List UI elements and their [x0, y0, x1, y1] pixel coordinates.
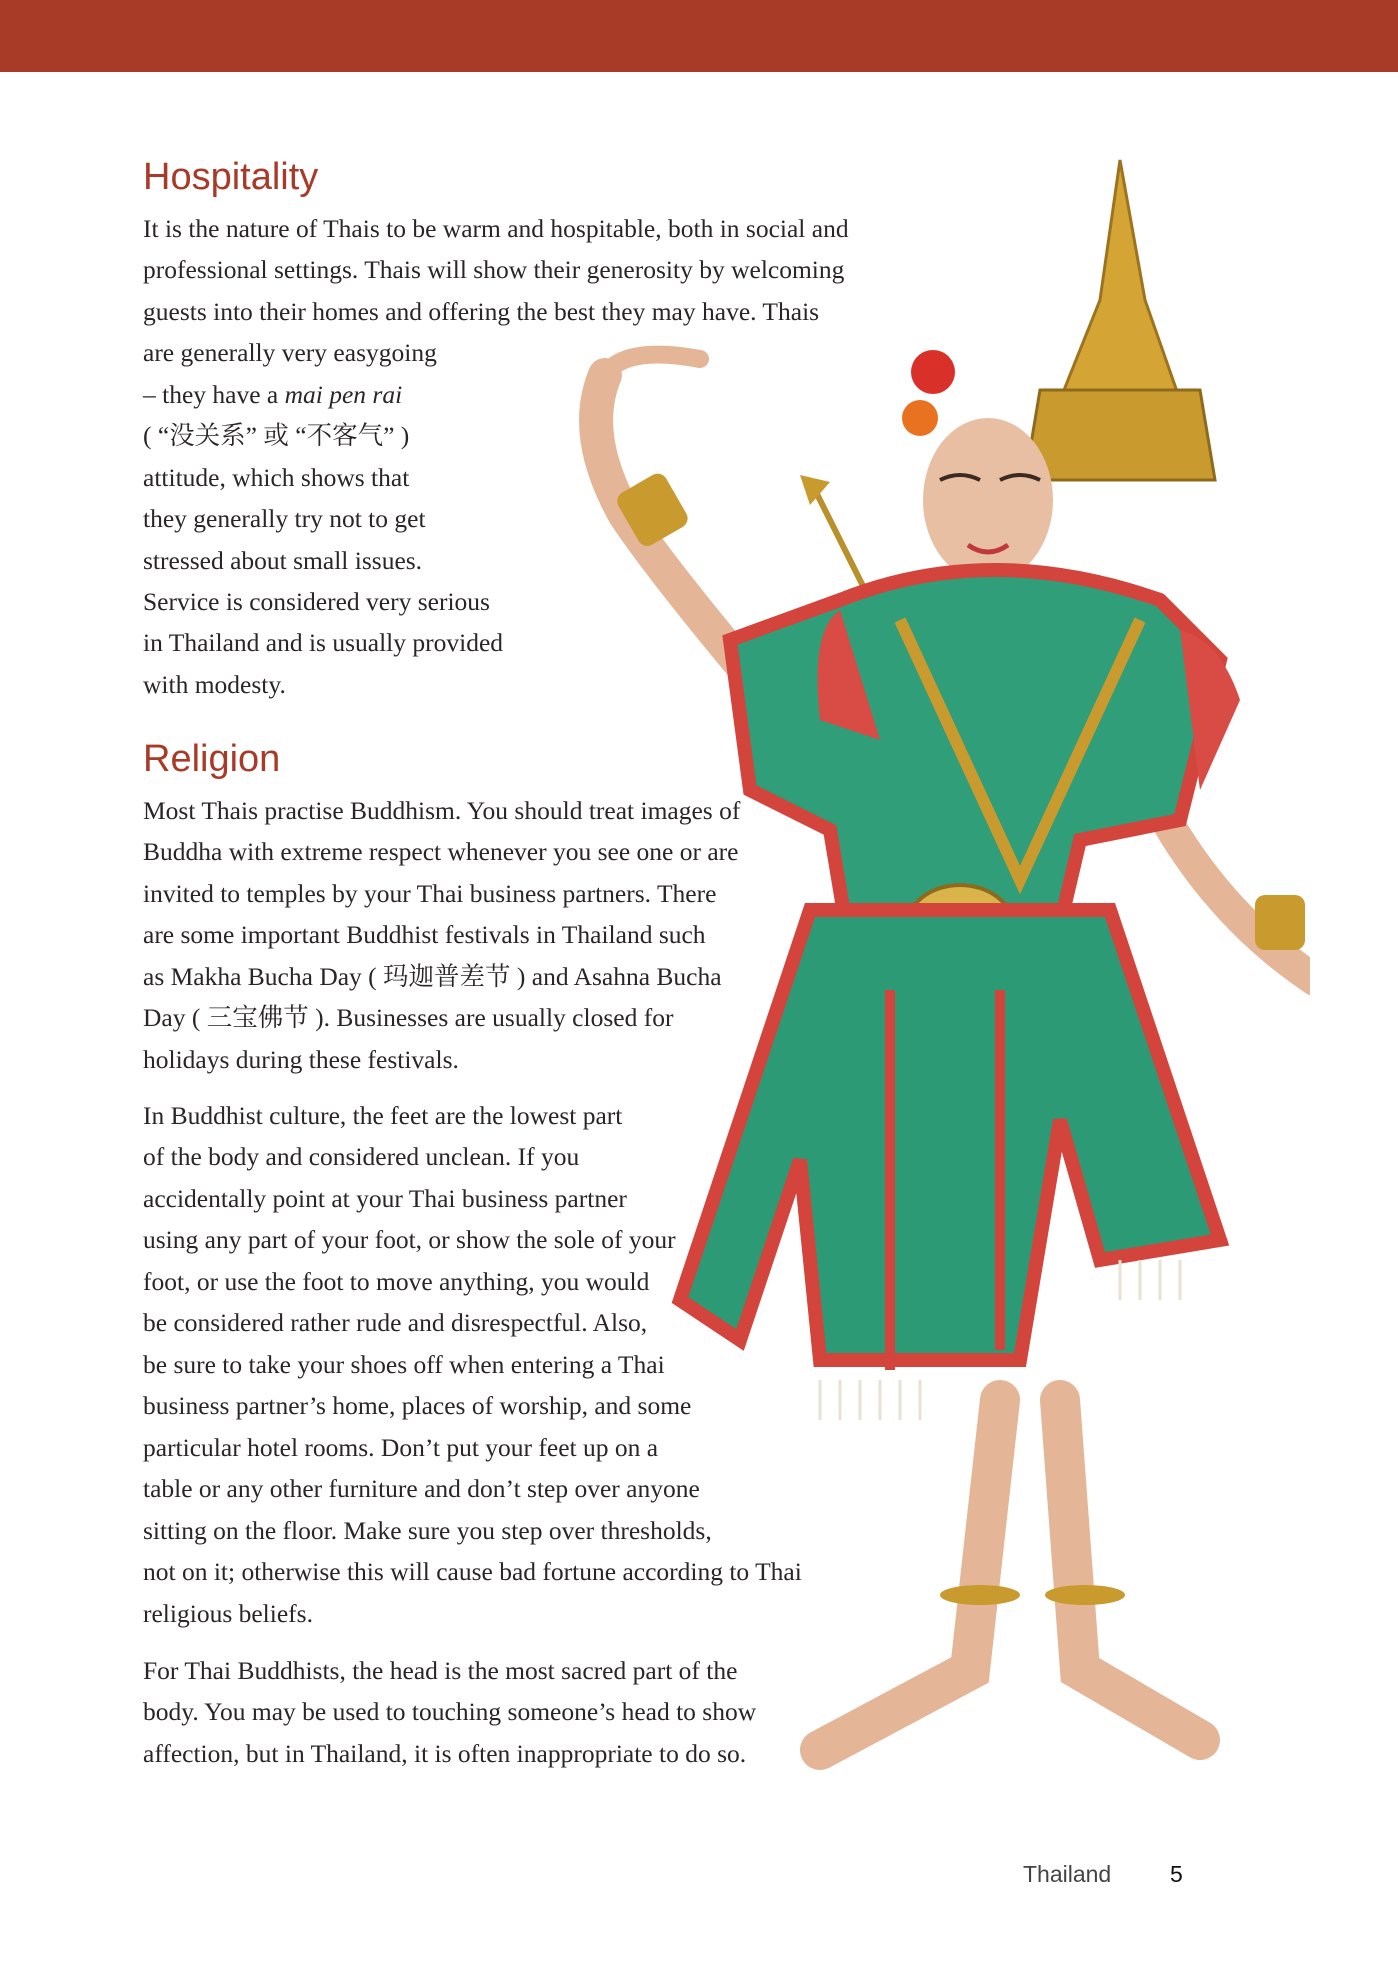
paragraph-line: sitting on the floor. Make sure you step over thresholds,	[143, 1516, 712, 1545]
paragraph-line: body. You may be used to touching someone’s head to show	[143, 1697, 757, 1726]
paragraph-line: business partner’s home, places of worship, and some	[143, 1391, 692, 1420]
paragraph-line: affection, but in Thailand, it is often inappropriate to do so.	[143, 1739, 747, 1768]
paragraph-line: foot, or use the foot to move anything, you would	[143, 1267, 650, 1296]
paragraph-line: stressed about small issues.	[143, 546, 423, 575]
paragraph-line: guests into their homes and offering the best they may have. Thais	[143, 297, 820, 326]
paragraph-line: invited to temples by your Thai business partners. There	[143, 879, 717, 908]
paragraph-line: Day ( 三宝佛节 ). Businesses are usually closed for	[143, 1003, 674, 1032]
paragraph-line: be sure to take your shoes off when entering a Thai	[143, 1350, 665, 1379]
paragraph-line: Most Thais practise Buddhism. You should treat images of	[143, 796, 741, 825]
paragraph-line: It is the nature of Thais to be warm and hospitable, both in social and	[143, 214, 849, 243]
paragraph-line: are some important Buddhist festivals in Thailand such	[143, 920, 706, 949]
paragraph-line: religious beliefs.	[143, 1599, 313, 1628]
paragraph-line: table or any other furniture and don’t step over anyone	[143, 1474, 700, 1503]
paragraph-line: be considered rather rude and disrespectful. Also,	[143, 1308, 648, 1337]
paragraph-line: in Thailand and is usually provided	[143, 628, 504, 657]
paragraph-line: Service is considered very serious	[143, 587, 490, 616]
paragraph-line: with modesty.	[143, 670, 286, 699]
paragraph-line: ( “没关系” 或 “不客气” )	[143, 421, 410, 450]
paragraph-line: accidentally point at your Thai business partner	[143, 1184, 627, 1213]
paragraph-line: particular hotel rooms. Don’t put your feet up on a	[143, 1433, 659, 1462]
paragraph-line: they generally try not to get	[143, 504, 426, 533]
paragraph-line: as Makha Bucha Day ( 玛迦普差节 ) and Asahna Bucha	[143, 962, 722, 991]
page-number: 5	[1170, 1861, 1183, 1887]
paragraph-line: holidays during these festivals.	[143, 1045, 459, 1074]
section-heading-religion: Religion	[143, 738, 281, 780]
paragraph-line: – they have a mai pen rai	[143, 380, 403, 409]
paragraph-line: In Buddhist culture, the feet are the lowest part	[143, 1101, 623, 1130]
paragraph-line: attitude, which shows that	[143, 463, 410, 492]
footer-country-label: Thailand	[1023, 1861, 1112, 1887]
section-heading-hospitality: Hospitality	[143, 156, 319, 198]
top-banner-bar	[0, 0, 1398, 72]
italic-phrase: mai pen rai	[284, 380, 403, 409]
paragraph-line: For Thai Buddhists, the head is the most sacred part of the	[143, 1656, 738, 1685]
paragraph-line: of the body and considered unclean. If you	[143, 1142, 580, 1171]
paragraph-line: professional settings. Thais will show their generosity by welcoming	[143, 255, 845, 284]
paragraph-line: not on it; otherwise this will cause bad fortune according to Thai	[143, 1557, 802, 1586]
paragraph-line: are generally very easygoing	[143, 338, 437, 367]
paragraph-line: Buddha with extreme respect whenever you see one or are	[143, 837, 739, 866]
paragraph-line: using any part of your foot, or show the sole of your	[143, 1225, 676, 1254]
